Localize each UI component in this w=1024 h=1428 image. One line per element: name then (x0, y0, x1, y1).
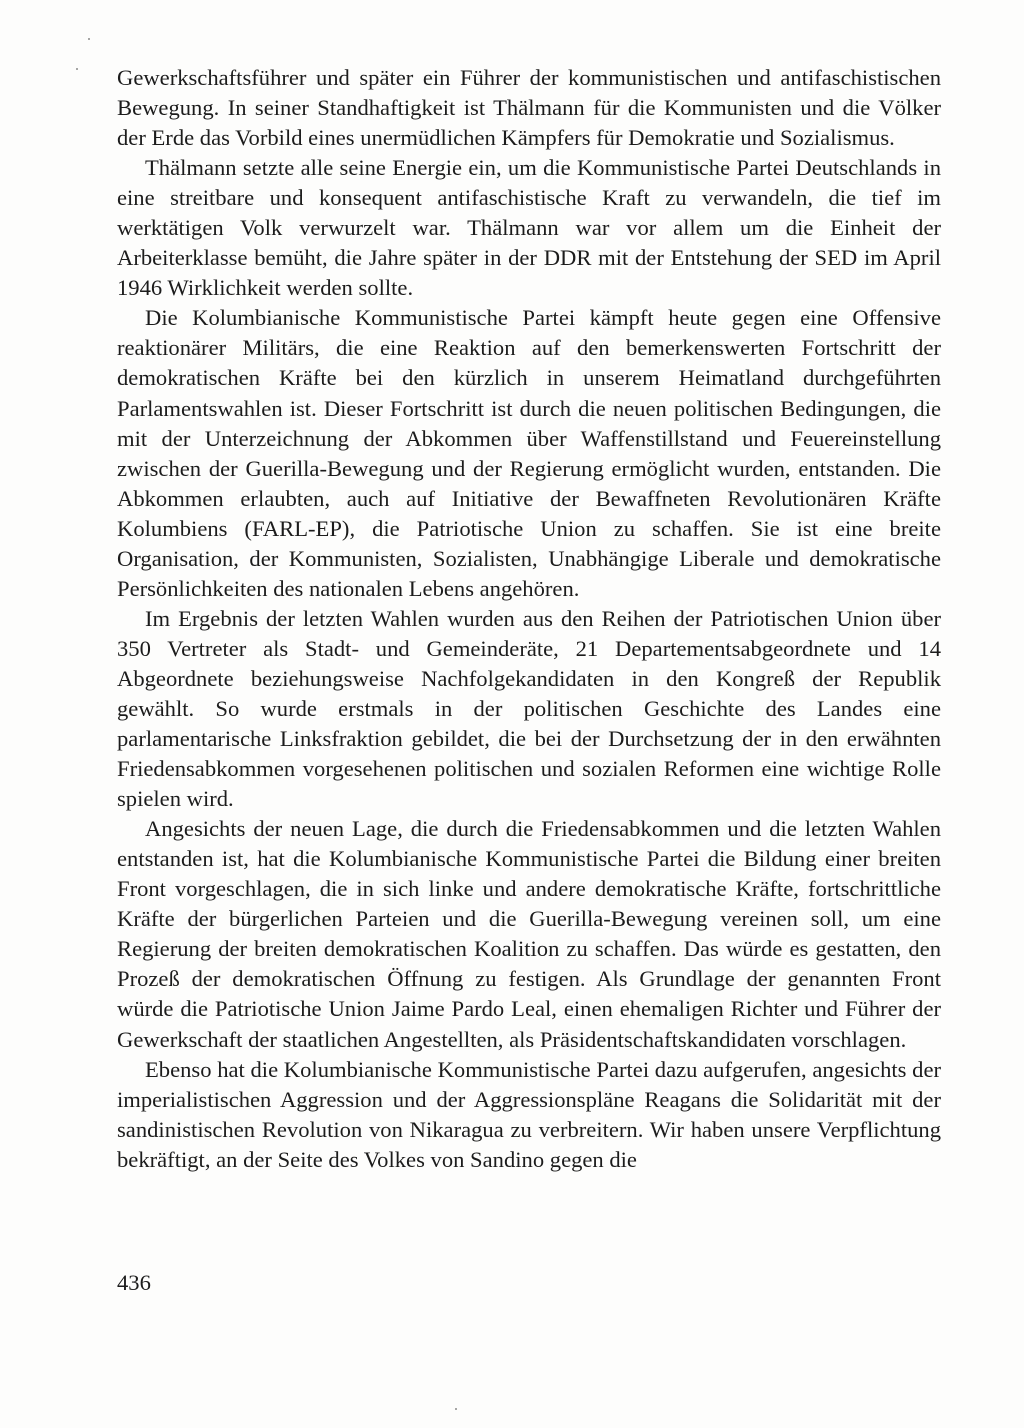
body-text (117, 63, 941, 1175)
paragraph-thaelmann-biography: Gewerkschaftsführer und später ein Führer der kommunistischen und antifaschistischen Bewegung. In seiner Standhaftigkeit ist Thälmann für die Kommunisten und die Völker der Erde das Vorbild eines unermüdlichen Kämpfers für Demokratie und Sozialismus. (117, 65, 941, 151)
paragraph-election-results: Im Ergebnis der letzten Wahlen wurden aus den Reihen der Patriotischen Union über 350 Vertreter als Stadt- und Gemeinderäte, 21 Departementsabgeordnete und 14 Abgeordnete beziehungsweise Nachfolgekandidaten in den Kongreß der Republik gewählt. So wurde erstmals in der politischen Geschichte des Landes eine parlamentarische Linksfraktion gebildet, die bei der Durchsetzung der in den erwähnten Friedensabkommen vorgesehenen politischen und sozialen Reformen eine wichtige Rolle spielen wird. (117, 605, 941, 812)
paragraph-nicaragua-solidarity: Ebenso hat die Kolumbianische Kommunistische Partei dazu aufgerufen, angesichts der imperialistischen Aggression und der Aggressionspläne Reagans die Solidarität mit der sandinistischen Revolution von Nikaragua zu verbreitern. Wir haben unsere Verpflichtung bekräftigt, an der Seite des Volkes von Sandino gegen die (117, 1056, 941, 1172)
scan-speck (88, 38, 90, 40)
paragraph-kpd-energy: Thälmann setzte alle seine Energie ein, um die Kommunistische Partei Deutschlands in eine streitbare und konsequent antifaschistische Kraft zu verwandeln, die tief im werktätigen Volk verwurzelt war. Thälmann war vor allem um die Einheit der Arbeiterklasse bemüht, die Jahre später in der DDR mit der Entstehung der SED im April 1946 Wirklichkeit werden sollte. (117, 155, 941, 301)
paragraph-broad-front: Angesichts der neuen Lage, die durch die Friedensabkommen und die letzten Wahlen entstanden ist, hat die Kolumbianische Kommunistische Partei die Bildung einer breiten Front vorgeschlagen, die in sich linke und andere demokratische Kräfte, fortschrittliche Kräfte der bürgerlichen Parteien und die Guerilla-Bewegung vereinen soll, um eine Regierung der breiten demokratischen Koalition zu schaffen. Das würde es gestatten, den Prozeß der demokratischen Öffnung zu festigen. Als Grundlage der genannten Front würde die Patriotische Union Jaime Pardo Leal, einen ehemaligen Richter und Führer der Gewerkschaft der staatlichen Angestellten, als Präsidentschaftskandidaten vorschlagen. (117, 816, 941, 1052)
page-number: 436 (117, 1270, 151, 1295)
scan-speck (455, 1408, 457, 1410)
scan-speck (76, 68, 78, 70)
paragraph-colombian-party-offensive: Die Kolumbianische Kommunistische Partei kämpft heute gegen eine Offensive reaktionärer Militärs, die eine Reaktion auf den bemerkenswerten Fortschritt der demokratischen Kräfte bei den kürzlich in unserem Heimatland durchgeführten Parlamentswahlen ist. Dieser Fortschritt ist durch die neuen politischen Bedingungen, die mit der Unterzeichnung der Abkommen über Waffenstillstand und Feuereinstellung zwischen der Guerilla-Bewegung und der Regierung ermöglicht wurden, entstanden. Die Abkommen erlaubten, auch auf Initiative der Bewaffneten Revolutionären Kräfte Kolumbiens (FARL-EP), die Patriotische Union zu schaffen. Sie ist eine breite Organisation, der Kommunisten, Sozialisten, Unabhängige Liberale und demokratische Persönlichkeiten des nationalen Lebens angehören. (117, 305, 941, 601)
